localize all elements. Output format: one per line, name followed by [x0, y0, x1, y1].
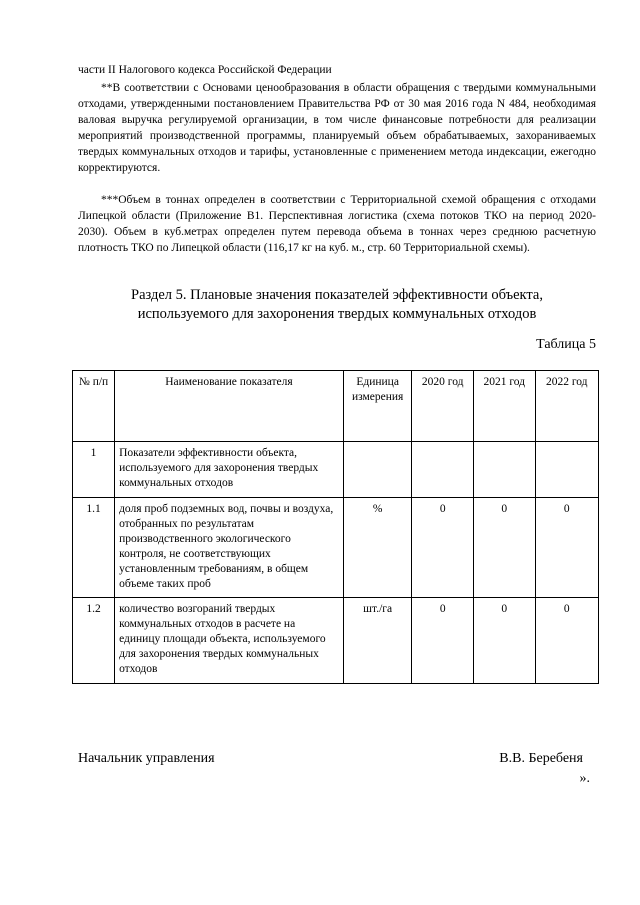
- cell-unit: %: [343, 498, 412, 598]
- section-title-line-2: используемого для захоронения твердых коммунальных отходов: [137, 306, 537, 322]
- cell-unit: шт./га: [343, 598, 412, 684]
- cell-2020: 0: [412, 498, 474, 598]
- cell-num: 1: [73, 442, 115, 498]
- header-num: № п/п: [73, 371, 115, 442]
- cell-2022: 0: [535, 598, 599, 684]
- cell-name: доля проб подземных вод, почвы и воздуха, отобранных по результатам производственного экологического контроля, не соответствующих установленным требованиям, в общем объеме таких проб: [115, 498, 344, 598]
- header-unit: Единица измерения: [343, 371, 412, 442]
- cell-2020: 0: [412, 598, 474, 684]
- header-2022: 2022 год: [535, 371, 599, 442]
- closing-quote: ».: [579, 771, 590, 786]
- header-2021: 2021 год: [473, 371, 535, 442]
- table-row: [73, 598, 599, 684]
- cell-2021: 0: [473, 598, 535, 684]
- table-label: Таблица 5: [536, 337, 596, 352]
- indicators-table: [72, 370, 599, 684]
- signatory-name: В.В. Беребеня: [499, 751, 583, 766]
- cell-2022: 0: [535, 498, 599, 598]
- footnote-paragraph-1: **В соответствии с Основами ценообразования в области обращения с твердыми коммунальными отходами, утвержденными постановлением Правительства РФ от 30 мая 2016 года N 484, необходимая валовая выручка регулируемой организации, в том числе финансовые потребности для реализации мероприятий производственной программы, планируемый объем обрабатываемых, захораниваемых твердых коммунальных отходов и тарифы, установленные с применением метода индексации, ежегодно корректируются.: [78, 82, 596, 174]
- table-row: [73, 442, 599, 498]
- cell-2020: [412, 442, 474, 498]
- cell-name: Показатели эффективности объекта, используемого для захоронения твердых коммунальных отходов: [115, 442, 344, 498]
- cell-2022: [535, 442, 599, 498]
- continuation-line: части II Налогового кодекса Российской Федерации: [78, 64, 332, 76]
- table-header-row: [73, 371, 599, 442]
- cell-name: количество возгораний твердых коммунальных отходов в расчете на единицу площади объекта, используемого для захоронения твердых коммунальных отходов: [115, 598, 344, 684]
- footnote-paragraph-2: ***Объем в тоннах определен в соответствии с Территориальной схемой обращения с отходами Липецкой области (Приложение В1. Перспективная логистика (схема потоков ТКО на период 2020-2030). Объем в куб.метрах определен путем перевода объема в тоннах через среднюю расчетную плотность ТКО по Липецкой области (116,17 кг на куб. м., стр. 60 Территориальной схемы).: [78, 194, 596, 254]
- section-title-line-1: Раздел 5. Плановые значения показателей эффективности объекта,: [131, 287, 543, 303]
- section-title: [78, 286, 596, 324]
- signatory-position: Начальник управления: [78, 751, 215, 766]
- header-2020: 2020 год: [412, 371, 474, 442]
- cell-2021: [473, 442, 535, 498]
- cell-num: 1.1: [73, 498, 115, 598]
- header-name: Наименование показателя: [115, 371, 344, 442]
- cell-num: 1.2: [73, 598, 115, 684]
- cell-unit: [343, 442, 412, 498]
- cell-2021: 0: [473, 498, 535, 598]
- table-row: [73, 498, 599, 598]
